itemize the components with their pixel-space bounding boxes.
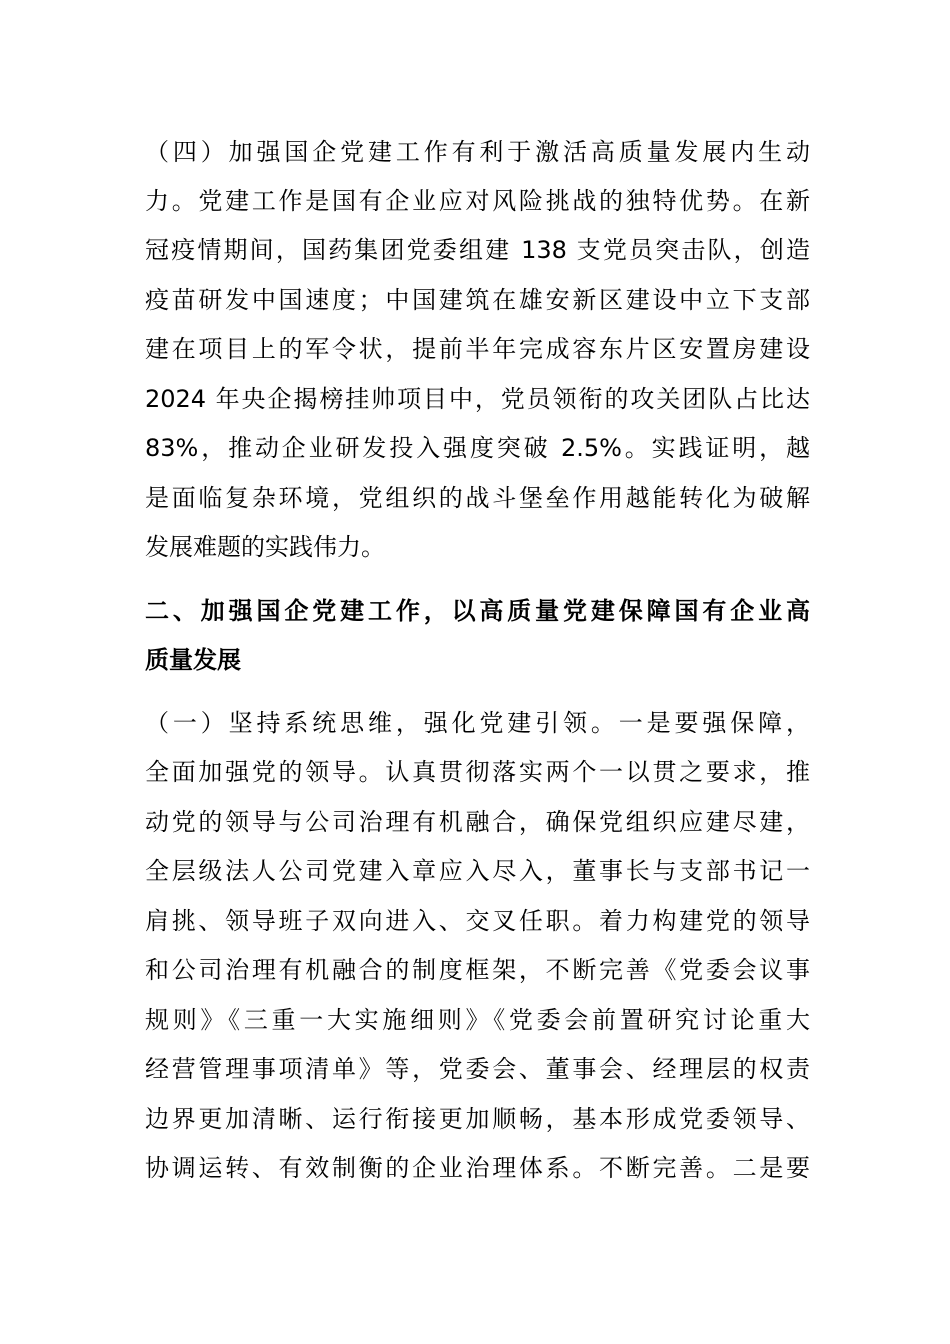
paragraph-line: 发展难题的实践伟力。 — [145, 533, 385, 561]
paragraph-line: 全面加强党的领导。认真贯彻落实两个一以贯之要求，推 — [145, 758, 810, 786]
paragraph-line: 冠疫情期间，国药集团党委组建 138 支党员突击队，创造 — [145, 236, 810, 264]
paragraph-line: 边界更加清晰、运行衔接更加顺畅，基本形成党委领导、 — [145, 1105, 810, 1133]
paragraph-line: 疫苗研发中国速度；中国建筑在雄安新区建设中立下支部 — [145, 286, 810, 314]
paragraph-line: 协调运转、有效制衡的企业治理体系。不断完善。二是要 — [145, 1154, 810, 1182]
paragraph-line: 规则》《三重一大实施细则》《党委会前置研究讨论重大 — [145, 1006, 810, 1034]
paragraph-line: 2024 年央企揭榜挂帅项目中，党员领衔的攻关团队占比达 — [145, 385, 810, 413]
paragraph-line: 83%，推动企业研发投入强度突破 2.5%。实践证明，越 — [145, 434, 810, 462]
paragraph-line: 是面临复杂环境，党组织的战斗堡垒作用越能转化为破解 — [145, 484, 810, 512]
paragraph-line: （四）加强国企党建工作有利于激活高质量发展内生动 — [145, 138, 810, 166]
paragraph-line: 经营管理事项清单》等，党委会、董事会、经理层的权责 — [145, 1055, 810, 1083]
paragraph-line: 力。党建工作是国有企业应对风险挑战的独特优势。在新 — [145, 187, 810, 215]
heading-line: 二、加强国企党建工作，以高质量党建保障国有企业高 — [145, 597, 810, 625]
paragraph-line: 建在项目上的军令状，提前半年完成容东片区安置房建设 — [145, 335, 810, 363]
paragraph-line: 全层级法人公司党建入章应入尽入，董事长与支部书记一 — [145, 857, 810, 885]
paragraph-line: 和公司治理有机融合的制度框架，不断完善《党委会议事 — [145, 956, 810, 984]
heading-line: 质量发展 — [145, 646, 241, 674]
paragraph-line: 动党的领导与公司治理有机融合，确保党组织应建尽建， — [145, 808, 810, 836]
paragraph-line: （一）坚持系统思维，强化党建引领。一是要强保障， — [145, 709, 810, 737]
paragraph-line: 肩挑、领导班子双向进入、交叉任职。着力构建党的领导 — [145, 907, 810, 935]
